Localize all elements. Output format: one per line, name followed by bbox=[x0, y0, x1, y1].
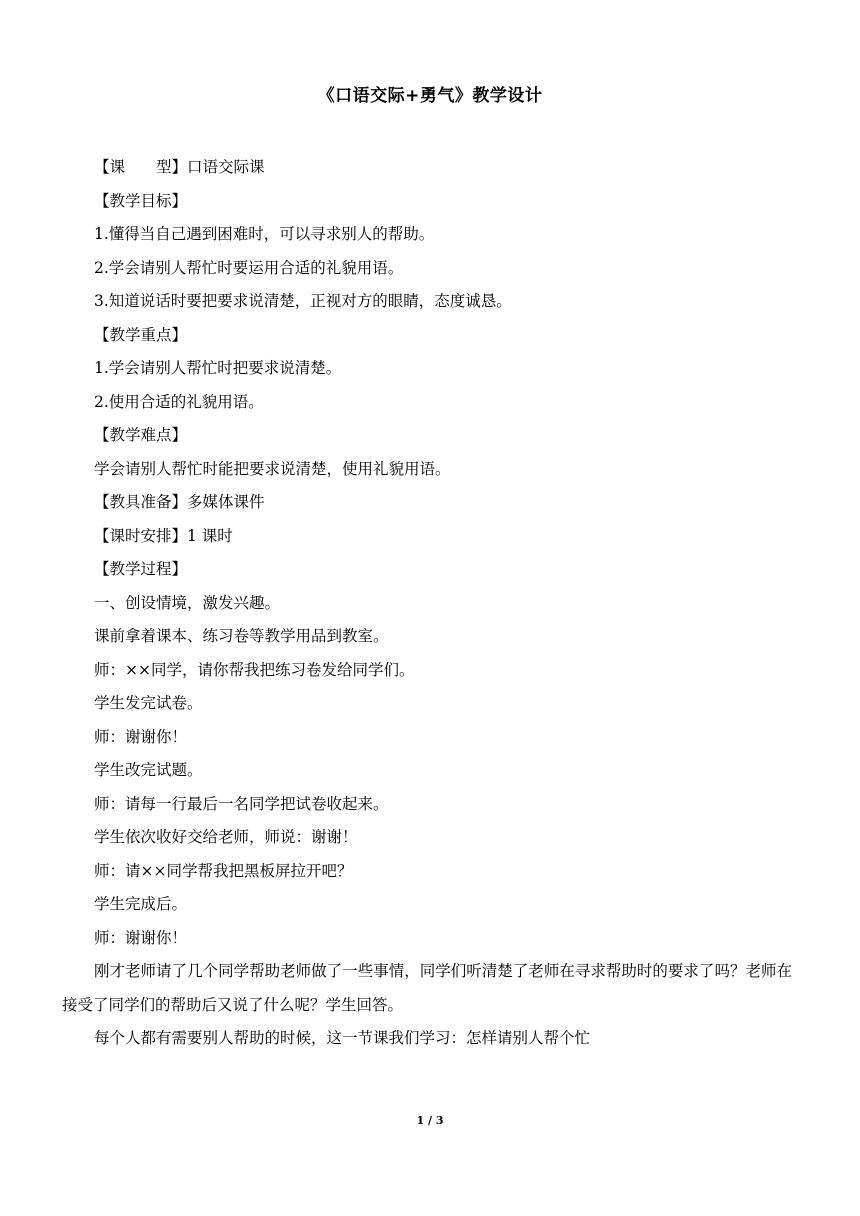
section-heading-objectives: 【教学目标】 bbox=[94, 191, 188, 210]
objective-item: 2.学会请别人帮忙时要运用合适的礼貌用语。 bbox=[94, 258, 404, 277]
key-point-item: 2.使用合适的礼貌用语。 bbox=[94, 392, 264, 411]
dialogue-line: 师：谢谢你！ bbox=[94, 727, 188, 746]
document-body bbox=[62, 151, 792, 1056]
section-heading-difficulties: 【教学难点】 bbox=[94, 426, 188, 444]
section-heading-key-points: 【教学重点】 bbox=[94, 325, 188, 344]
paragraph: 学生改完试题。 bbox=[94, 761, 203, 779]
teaching-aids-line: 【教具准备】多媒体课件 bbox=[94, 493, 265, 511]
document-title: 《口语交际+勇气》教学设计 bbox=[317, 86, 543, 106]
page-number: 1 / 3 bbox=[416, 1114, 444, 1127]
key-point-item: 1.学会请别人帮忙时把要求说清楚。 bbox=[94, 359, 342, 377]
dialogue-line: 师：谢谢你！ bbox=[94, 928, 188, 947]
class-hours-line: 【课时安排】1 课时 bbox=[94, 526, 233, 545]
process-step-heading: 一、创设情境，激发兴趣。 bbox=[94, 593, 281, 612]
paragraph-multiline: 刚才老师请了几个同学帮助老师做了一些事情，同学们听清楚了老师在寻求帮助时的要求了吗？老师在接受了同学们的帮助后又说了什么呢？学生回答。 bbox=[62, 962, 792, 1014]
dialogue-line: 师：请每一行最后一名同学把试卷收起来。 bbox=[94, 794, 389, 813]
paragraph: 学生依次收好交给老师，师说：谢谢！ bbox=[94, 828, 358, 846]
paragraph: 学生完成后。 bbox=[94, 895, 188, 913]
dialogue-line: 师：请××同学帮我把黑板屏拉开吧？ bbox=[94, 861, 353, 880]
paragraph: 每个人都有需要别人帮助的时候，这一节课我们学习：怎样请别人帮个忙 bbox=[94, 1029, 591, 1047]
paragraph: 课前拿着课本、练习卷等教学用品到教室。 bbox=[94, 627, 389, 645]
paragraph: 学生发完试卷。 bbox=[94, 694, 203, 712]
course-type-line: 【课 型】口语交际课 bbox=[94, 158, 265, 176]
objective-item: 1.懂得当自己遇到困难时，可以寻求别人的帮助。 bbox=[94, 225, 435, 243]
section-heading-process: 【教学过程】 bbox=[94, 560, 188, 578]
dialogue-line: 师：××同学，请你帮我把练习卷发给同学们。 bbox=[94, 660, 415, 679]
objective-item: 3.知道说话时要把要求说清楚，正视对方的眼睛，态度诚恳。 bbox=[94, 292, 512, 310]
difficulty-text: 学会请别人帮忙时能把要求说清楚，使用礼貌用语。 bbox=[94, 459, 451, 478]
